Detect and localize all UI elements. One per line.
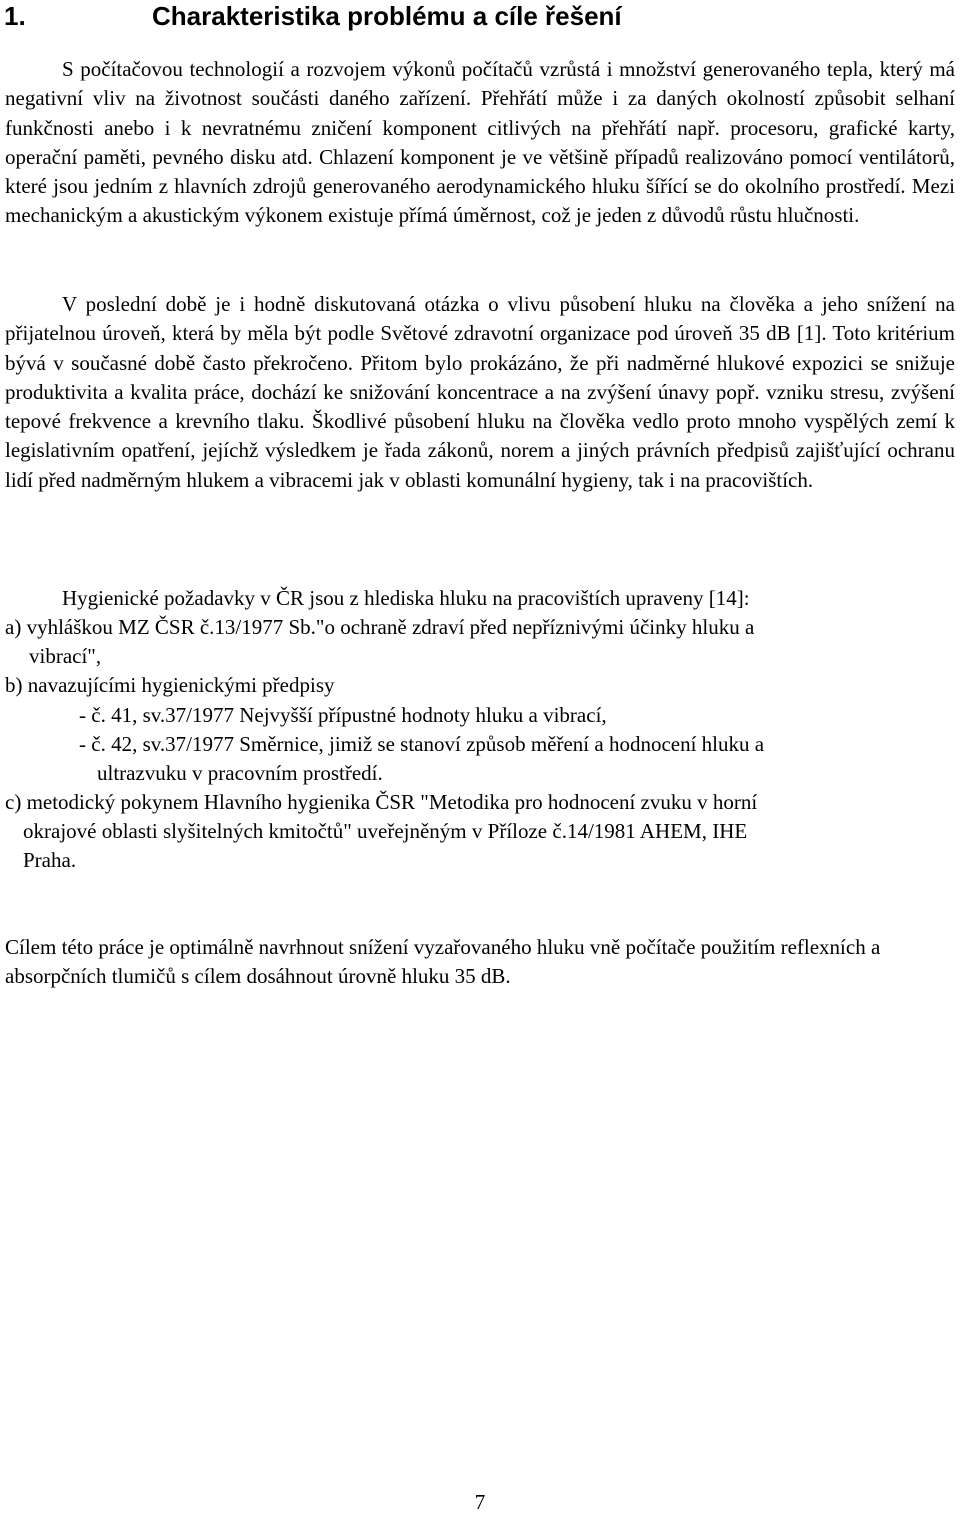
section-number: 1. [4,1,26,31]
section-heading [4,0,622,32]
paragraph-goal: Cílem této práce je optimálně navrhnout snížení vyzařovaného hluku vně počítače použitím reflexních a absorpčních tlumičů s cílem dosáhnout úrovně hluku 35 dB. [5,935,881,989]
requirement-c: c) metodický pokynem Hlavního hygienika ČSR "Metodika pro hodnocení zvuku v horní [5,790,758,814]
requirements-intro: Hygienické požadavky v ČR jsou z hlediska hluku na pracovištích upraveny [14]: [62,586,750,610]
requirement-b-sub2: - č. 42, sv.37/1977 Směrnice, jimiž se stanoví způsob měření a hodnocení hluku a [79,732,765,756]
requirement-b: b) navazujícími hygienickými předpisy [5,673,335,697]
requirement-a: a) vyhláškou MZ ČSR č.13/1977 Sb."o ochraně zdraví před nepříznivými účinky hluku a [5,615,755,639]
requirement-a-continuation: vibrací", [29,644,102,668]
paragraph-noise-health: V poslední době je i hodně diskutovaná otázka o vlivu působení hluku na člověka a jeho snížení na přijatelnou úroveň, která by měla být podle Světové zdravotní organizace pod úroveň 35 dB [1]. Toto kritérium bývá v současné době často překročeno. Přitom bylo prokázáno, že při nadměrné hlukové expozici se snižuje produktivita a kvalita práce, dochází ke snižování koncentrace a na zvýšení únavy popř. vzniku stresu, zvýšení tepové frekvence a krevního tlaku. Škodlivé působení hluku na člověka vedlo proto mnoho vyspělých zemí k legislativním opatření, jejíchž výsledkem je řada zákonů, norem a jiných právních předpisů zajišťující ochranu lidí před nadměrným hlukem a vibracemi jak v oblasti komunální hygieny, tak i na pracovištích. [5,292,955,492]
page-number: 7 [474,1490,486,1514]
requirement-c-continuation-2: Praha. [23,848,77,872]
section-title: Charakteristika problému a cíle řešení [152,1,622,31]
requirement-b-sub1: - č. 41, sv.37/1977 Nejvyšší přípustné hodnoty hluku a vibrací, [79,703,607,727]
requirement-c-continuation-1: okrajové oblasti slyšitelných kmitočtů" uveřejněným v Příloze č.14/1981 AHEM, IHE [23,819,748,843]
requirement-b-sub2-continuation: ultrazvuku v pracovním prostředí. [97,761,383,785]
paragraph-intro: S počítačovou technologií a rozvojem výkonů počítačů vzrůstá i množství generovaného tepla, který má negativní vliv na životnost součásti daného zařízení. Přehřátí může i za daných okolností způsobit selhaní funkčnosti anebo i k nevratnému zničení komponent citlivých na přehřátí např. procesoru, grafické karty, operační paměti, pevného disku atd. Chlazení komponent je ve většině případů realizováno pomocí ventilátorů, které jsou jedním z hlavních zdrojů generovaného aerodynamického hluku šířící se do okolního prostředí. Mezi mechanickým a akustickým výkonem existuje přímá úměrnost, což je jeden z důvodů růstu hlučnosti. [5,57,955,228]
